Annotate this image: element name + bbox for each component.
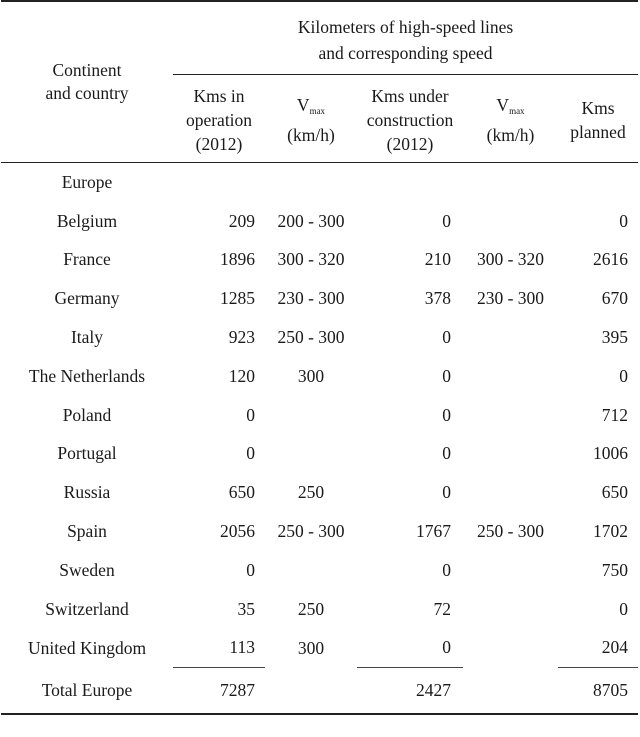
vmax2-cell [463,629,558,668]
vmax1-column-header [265,75,357,163]
ops-cell: 650 [228,482,255,503]
cons-cell: 0 [442,327,451,348]
cons-cell: 378 [424,288,451,309]
vmax1-cell: 250 [297,598,325,619]
ops-column-header [173,75,265,163]
table-row [1,551,638,590]
ops-cell: 2056 [220,521,255,542]
vmax2-cell [463,551,558,590]
section-label: Europe [61,171,113,192]
cons-cell: 0 [442,365,451,386]
vmax1-cell: 300 [297,637,325,658]
plan-cell: 712 [601,404,628,425]
vmax1-cell: 250 [297,482,325,503]
vmax2-column-header [463,75,558,163]
cons-column-header [357,75,463,163]
country-column-header [1,1,173,163]
table-row [1,590,638,629]
table-row [1,357,638,396]
country-cell: United Kingdom [27,637,147,658]
vmax2-cell: 250 - 300 [476,521,545,542]
group-header-line1: Kilometers of high-speed lines [297,17,514,37]
header-row-group [1,1,638,75]
table-row [1,318,638,357]
ops-cell: 923 [228,327,255,348]
vmax1-cell: 200 - 300 [277,210,345,231]
total-ops: 7287 [173,668,265,715]
vmax2-letter: V [496,95,510,115]
vmax1-cell [265,435,357,474]
vmax2-cell [463,357,558,396]
plan-header-line1: Kms [581,98,615,118]
table-row [1,435,638,474]
ops-header-line2: operation [185,110,253,130]
vmax2-header-symbol [463,93,558,123]
table-row [1,512,638,551]
ops-cell: 0 [246,404,255,425]
cons-header-line3: (2012) [386,134,434,154]
country-cell: The Netherlands [28,365,146,386]
country-cell: Italy [70,327,104,348]
country-cell: Belgium [56,210,118,231]
table-row [1,629,638,668]
ops-header-line3: (2012) [195,134,243,154]
total-cons: 2427 [357,668,463,715]
ops-cell: 120 [228,365,255,386]
group-header-line2: and corresponding speed [318,43,493,63]
ops-cell: 0 [246,443,255,464]
cons-cell: 210 [424,249,451,270]
country-cell: Germany [54,288,120,309]
table-row [1,396,638,435]
vmax1-cell: 300 - 320 [277,249,345,270]
cons-cell: 0 [442,443,451,464]
vmax2-subscript: max [509,106,525,116]
data-rows [1,202,638,668]
plan-column-header [558,75,638,163]
cons-cell: 0 [442,482,451,503]
plan-cell: 670 [601,288,628,309]
plan-cell: 204 [601,637,628,658]
plan-cell: 0 [619,598,628,619]
vmax1-subscript: max [309,106,326,116]
country-cell: Portugal [57,443,117,464]
vmax2-cell: 230 - 300 [476,288,545,309]
country-cell: Poland [62,404,112,425]
ops-cell: 113 [229,637,255,658]
country-header-line1: Continent [52,60,122,80]
country-header-line2: and country [45,83,129,103]
vmax1-letter: V [296,95,310,115]
ops-header-line1: Kms in [193,86,245,106]
cons-cell: 0 [442,637,451,658]
cons-cell: 0 [442,210,451,231]
country-cell: Sweden [59,559,115,580]
plan-cell: 0 [619,210,628,231]
plan-cell: 750 [601,559,628,580]
vmax1-cell: 250 - 300 [277,521,345,542]
total-vmax2 [463,668,558,715]
cons-cell: 0 [442,559,451,580]
total-plan: 8705 [558,668,638,715]
vmax2-cell [463,396,558,435]
cons-cell: 1767 [416,521,451,542]
vmax2-cell [463,473,558,512]
cons-cell: 0 [442,404,451,425]
vmax1-cell [265,396,357,435]
table-row [1,202,638,241]
total-label: Total Europe [41,680,133,701]
country-cell: Switzerland [45,598,129,619]
vmax2-cell: 300 - 320 [476,249,545,270]
vmax2-cell [463,435,558,474]
vmax1-header-unit: (km/h) [287,125,335,145]
vmax1-cell: 230 - 300 [277,288,345,309]
ops-cell: 209 [228,210,255,231]
section-row [1,163,638,202]
table-row [1,473,638,512]
plan-cell: 0 [619,365,628,386]
cons-header-line1: Kms under [371,86,449,106]
country-cell: Russia [63,482,111,503]
table-body [1,163,638,202]
country-cell: Spain [67,521,107,542]
vmax2-cell [463,590,558,629]
vmax1-cell [265,551,357,590]
country-cell: France [63,249,111,270]
high-speed-lines-table [1,0,638,715]
plan-header-line2: planned [570,122,626,142]
vmax2-cell [463,202,558,241]
table-row [1,279,638,318]
vmax1-header-symbol [265,93,357,123]
vmax2-cell [463,318,558,357]
plan-cell: 395 [601,327,628,348]
ops-cell: 1896 [220,249,255,270]
plan-cell: 1006 [593,443,628,464]
total-row [1,668,638,715]
vmax2-header-unit: (km/h) [486,125,535,145]
vmax1-cell: 250 - 300 [277,327,345,348]
plan-cell: 2616 [593,249,628,270]
ops-cell: 35 [237,598,255,619]
cons-header-line2: construction [366,110,454,130]
total-section [1,668,638,715]
cons-cell: 72 [433,598,451,619]
total-vmax1 [265,668,357,715]
ops-cell: 1285 [220,288,255,309]
vmax1-cell: 300 [297,365,325,386]
ops-cell: 0 [246,559,255,580]
plan-cell: 650 [601,482,628,503]
group-header [173,1,638,75]
plan-cell: 1702 [593,521,628,542]
table-row [1,241,638,280]
